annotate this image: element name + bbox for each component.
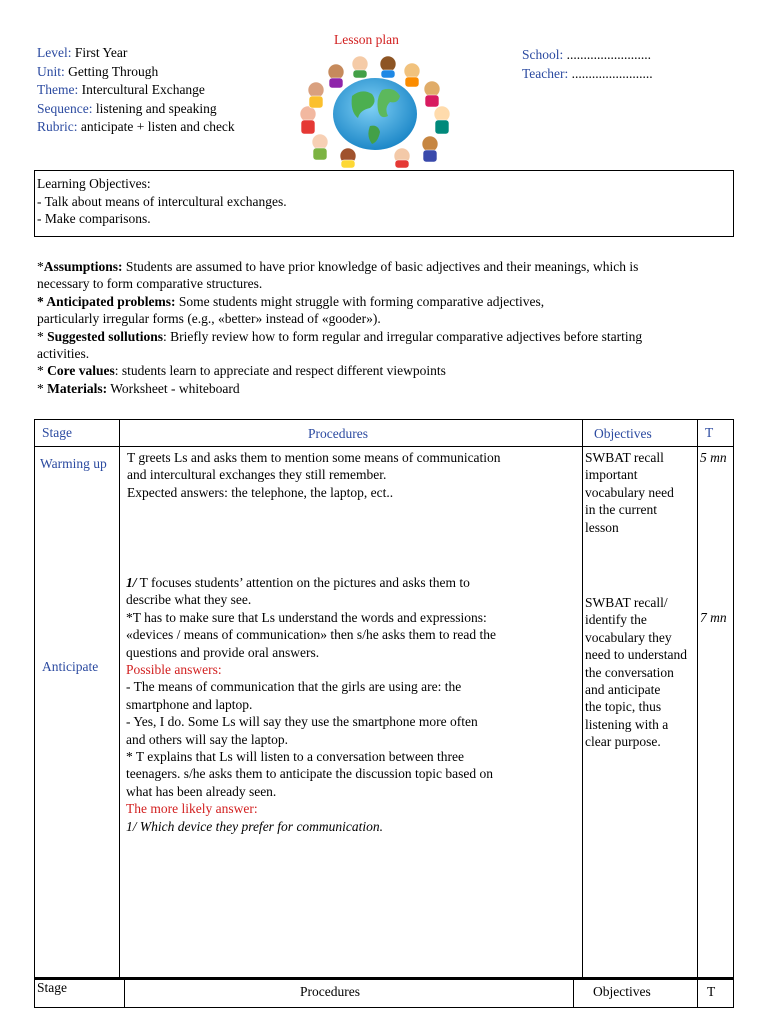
header-procedures: Procedures (308, 426, 368, 441)
procedure-line: *T has to make sure that Ls understand the words and expressions: (126, 609, 487, 625)
objective-line: SWBAT recall/ (585, 595, 668, 610)
problems-text: Some students might struggle with forming comparative adjectives, (178, 293, 545, 309)
procedure-line: describe what they see. (126, 592, 252, 608)
sequence-value: listening and speaking (95, 100, 217, 116)
page-title: Lesson plan (334, 32, 399, 47)
objective-line: listening with a (585, 716, 669, 732)
time-anticipate: 7 mn (700, 610, 727, 625)
values-text: : students learn to appreciate and respect different viewpoints (114, 363, 446, 379)
procedure-line: and intercultural exchanges they still remember. (127, 467, 387, 483)
procedure-line: - The means of communication that the girls are using are: the (126, 679, 462, 695)
globe-children-illustration (290, 56, 460, 168)
footer-procedures: Procedures (300, 984, 360, 999)
objective-item: - Make comparisons. (37, 211, 151, 226)
objective-line: important (585, 467, 638, 483)
level-label: Level: (37, 45, 72, 60)
objective-line: SWBAT recall (585, 450, 664, 465)
procedure-line: teenagers. s/he asks them to anticipate the discussion topic based on (126, 766, 494, 782)
procedure-line: what has been already seen. (126, 783, 277, 799)
procedure-line: questions and provide oral answers. (126, 644, 320, 660)
theme-value: Intercultural Exchange (81, 82, 205, 97)
theme-label: Theme: (37, 82, 79, 97)
assumptions-label: Assumptions: (43, 259, 123, 274)
objective-line: the topic, thus (585, 699, 662, 715)
sequence-label: Sequence: (37, 100, 93, 116)
unit-value: Getting Through (68, 63, 159, 79)
objective-line: identify the (585, 612, 647, 628)
objective-line: the conversation (585, 664, 674, 680)
objective-item: - Talk about means of intercultural exchanges. (37, 193, 287, 209)
procedure-line: * T explains that Ls will listen to a conversation between three (126, 749, 465, 765)
school-value: ......................... (566, 47, 652, 62)
footer-objectives: Objectives (593, 984, 651, 999)
objective-line: and anticipate (585, 682, 661, 698)
objective-line: lesson (585, 519, 619, 535)
procedure-line: and others will say the laptop. (126, 731, 288, 747)
solutions-text-cont: activities. (37, 346, 90, 362)
assumptions-text-cont: necessary to form comparative structures. (37, 276, 263, 292)
procedure-line: - Yes, I do. Some Ls will say they use the smartphone more often (126, 714, 478, 730)
learning-objectives-box (34, 170, 734, 237)
objective-line: vocabulary need (585, 484, 674, 500)
teacher-label: Teacher: (522, 65, 569, 81)
materials-label: Materials: (47, 380, 108, 396)
level-value: First Year (74, 45, 128, 60)
time-warming: 5 mn (700, 450, 727, 465)
anticipate-objectives (585, 594, 703, 751)
anticipate-procedures (126, 574, 582, 835)
step-number: 1/ (126, 575, 137, 590)
header-objectives: Objectives (594, 426, 652, 441)
likely-answer: 1/ Which device they prefer for communication. (126, 818, 384, 834)
rubric-value: anticipate + listen and check (80, 119, 235, 134)
school-label: School: (522, 47, 564, 62)
stage-anticipate: Anticipate (42, 659, 99, 674)
possible-answers-heading: Possible answers: (126, 662, 222, 678)
lesson-notes: *Assumptions: Students are assumed to have prior knowledge of basic adjectives and their meanings, which is necessary to form comparative structures. * Anticipated problems: Some students might struggle with forming comparative adjectives, particularly irregular forms (e.g., «better» instead of «gooder»). * Suggested sollutions: Briefly review how to form regular and irregular comparative adjectives before starting activities. * Core values: students learn to appreciate and respect different viewpoints * Materials: Worksheet - whiteboard (37, 258, 737, 397)
header-time: T (705, 425, 714, 440)
objective-line: need to understand (585, 647, 687, 663)
footer-stage: Stage (37, 980, 67, 995)
procedure-line: Expected answers: the telephone, the laptop, ect.. (127, 484, 394, 500)
header-left (37, 44, 235, 137)
likely-answer-heading: The more likely answer: (126, 801, 258, 817)
objective-line: in the current (585, 502, 657, 518)
header-stage: Stage (42, 425, 72, 440)
assumptions-text: Students are assumed to have prior knowledge of basic adjectives and their meanings, which is (125, 259, 639, 274)
learning-objectives-title: Learning Objectives: (37, 176, 151, 191)
procedure-line: T greets Ls and asks them to mention some means of communication (127, 450, 501, 465)
rubric-label: Rubric: (37, 119, 78, 134)
teacher-value: ........................ (571, 65, 653, 81)
procedure-line: T focuses students’ attention on the pictures and asks them to (136, 575, 470, 590)
warming-objectives (585, 449, 697, 536)
objective-line: clear purpose. (585, 734, 661, 750)
solutions-label: Suggested sollutions (47, 328, 164, 344)
unit-label: Unit: (37, 63, 65, 79)
materials-text: Worksheet - whiteboard (110, 380, 240, 396)
header-right (522, 46, 653, 83)
solutions-text: : Briefly review how to form regular and irregular comparative adjectives before starting (163, 328, 643, 344)
problems-label: Anticipated problems: (46, 293, 176, 309)
objective-line: vocabulary they (585, 629, 672, 645)
footer-time: T (707, 984, 716, 999)
stage-warming-up: Warming up (40, 456, 107, 471)
warming-procedures (127, 449, 582, 501)
values-label: Core values (47, 363, 115, 379)
procedure-line: «devices / means of communication» then s/he asks them to read the (126, 627, 497, 643)
procedure-line: smartphone and laptop. (126, 696, 253, 712)
problems-text-cont: particularly irregular forms (e.g., «better» instead of «gooder»). (37, 311, 381, 327)
